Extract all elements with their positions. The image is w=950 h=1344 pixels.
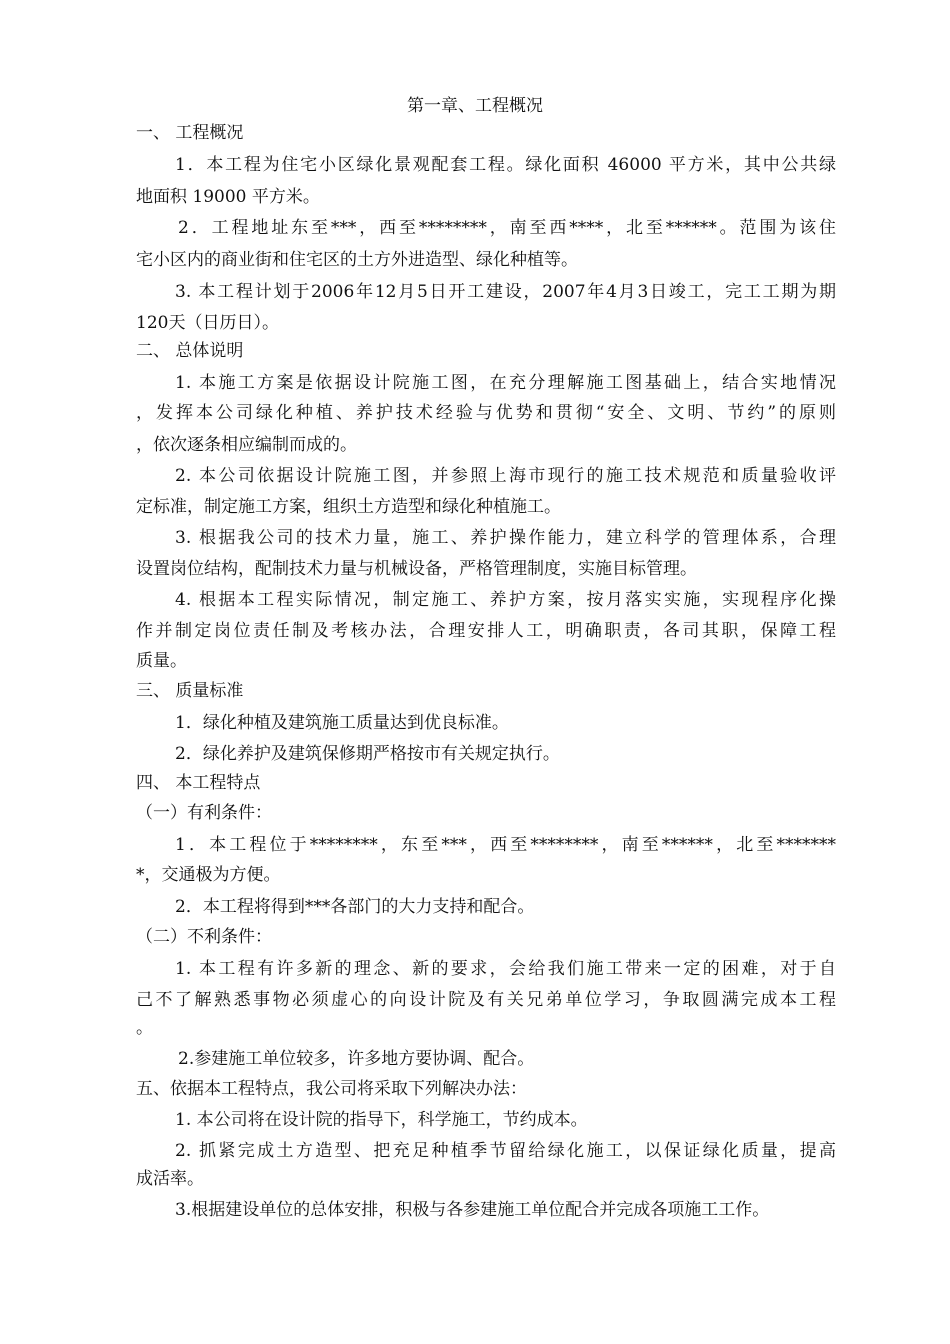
paragraph-line: 4. 根据本工程实际情况，制定施工、养护方案，按月落实实施，实现程序化操 [175, 590, 836, 610]
paragraph-line: ，依次逐条相应编制而成的。 [136, 435, 357, 455]
section-heading: 一、 工程概况 [136, 123, 244, 143]
section-heading: 五、依据本工程特点，我公司将采取下列解决办法： [136, 1079, 527, 1099]
paragraph-line: 成活率。 [136, 1169, 204, 1189]
paragraph-line: 设置岗位结构，配制技术力量与机械设备，严格管理制度，实施目标管理。 [136, 559, 697, 579]
paragraph-line: ，发挥本公司绿化种植、养护技术经验与优势和贯彻“安全、文明、节约”的原则 [136, 403, 836, 423]
paragraph-line: 3.根据建设单位的总体安排，积极与各参建施工单位配合并完成各项施工工作。 [175, 1200, 770, 1220]
subsection-heading: （二）不利条件： [136, 927, 272, 947]
paragraph-line: 1．本工程为住宅小区绿化景观配套工程。绿化面积 46000 平方米，其中公共绿 [175, 155, 836, 175]
paragraph-line: 2．工程地址东至***，西至********，南至西****，北至******。范围为该住 [178, 218, 836, 238]
paragraph-line: 1．绿化种植及建筑施工质量达到优良标准。 [175, 713, 509, 733]
paragraph-line: *，交通极为方便。 [136, 865, 281, 885]
section-heading: 四、 本工程特点 [136, 773, 261, 793]
paragraph-line: 1. 本工程有许多新的理念、新的要求，会给我们施工带来一定的困难，对于自 [175, 959, 836, 979]
paragraph-line: 2. 本公司依据设计院施工图，并参照上海市现行的施工技术规范和质量验收评 [175, 466, 836, 486]
paragraph-line: 3. 根据我公司的技术力量，施工、养护操作能力，建立科学的管理体系，合理 [175, 528, 836, 548]
paragraph-line: 地面积 19000 平方米。 [136, 187, 320, 207]
paragraph-line: 作并制定岗位责任制及考核办法，合理安排人工，明确职责，各司其职，保障工程 [136, 621, 836, 641]
paragraph-line: 1. 本施工方案是依据设计院施工图，在充分理解施工图基础上，结合实地情况 [175, 373, 836, 393]
paragraph-line: 。 [136, 1018, 153, 1038]
paragraph-line: 定标准，制定施工方案，组织土方造型和绿化种植施工。 [136, 497, 561, 517]
chapter-title: 第一章、工程概况 [407, 96, 543, 116]
subsection-heading: （一）有利条件： [136, 803, 272, 823]
paragraph-line: 120天（日历日）。 [136, 313, 279, 333]
paragraph-line: 己不了解熟悉事物必须虚心的向设计院及有关兄弟单位学习，争取圆满完成本工程 [136, 990, 836, 1010]
paragraph-line: 2．本工程将得到***各部门的大力支持和配合。 [175, 897, 535, 917]
paragraph-line: 质量。 [136, 651, 187, 671]
section-heading: 二、 总体说明 [136, 341, 244, 361]
paragraph-line: 宅小区内的商业街和住宅区的土方外进造型、绿化种植等。 [136, 250, 578, 270]
paragraph-line: 2．绿化养护及建筑保修期严格按市有关规定执行。 [175, 744, 560, 764]
paragraph-line: 1．本工程位于********，东至***，西至********，南至******，北至******* [175, 835, 836, 855]
paragraph-line: 2. 抓紧完成土方造型、把充足种植季节留给绿化施工，以保证绿化质量，提高 [175, 1141, 836, 1161]
section-heading: 三、 质量标准 [136, 681, 244, 701]
paragraph-line: 3. 本工程计划于2006年12月5日开工建设，2007年4月3日竣工，完工工期为期 [175, 282, 836, 302]
paragraph-line: 2.参建施工单位较多，许多地方要协调、配合。 [178, 1049, 535, 1069]
paragraph-line: 1. 本公司将在设计院的指导下，科学施工，节约成本。 [175, 1110, 588, 1130]
